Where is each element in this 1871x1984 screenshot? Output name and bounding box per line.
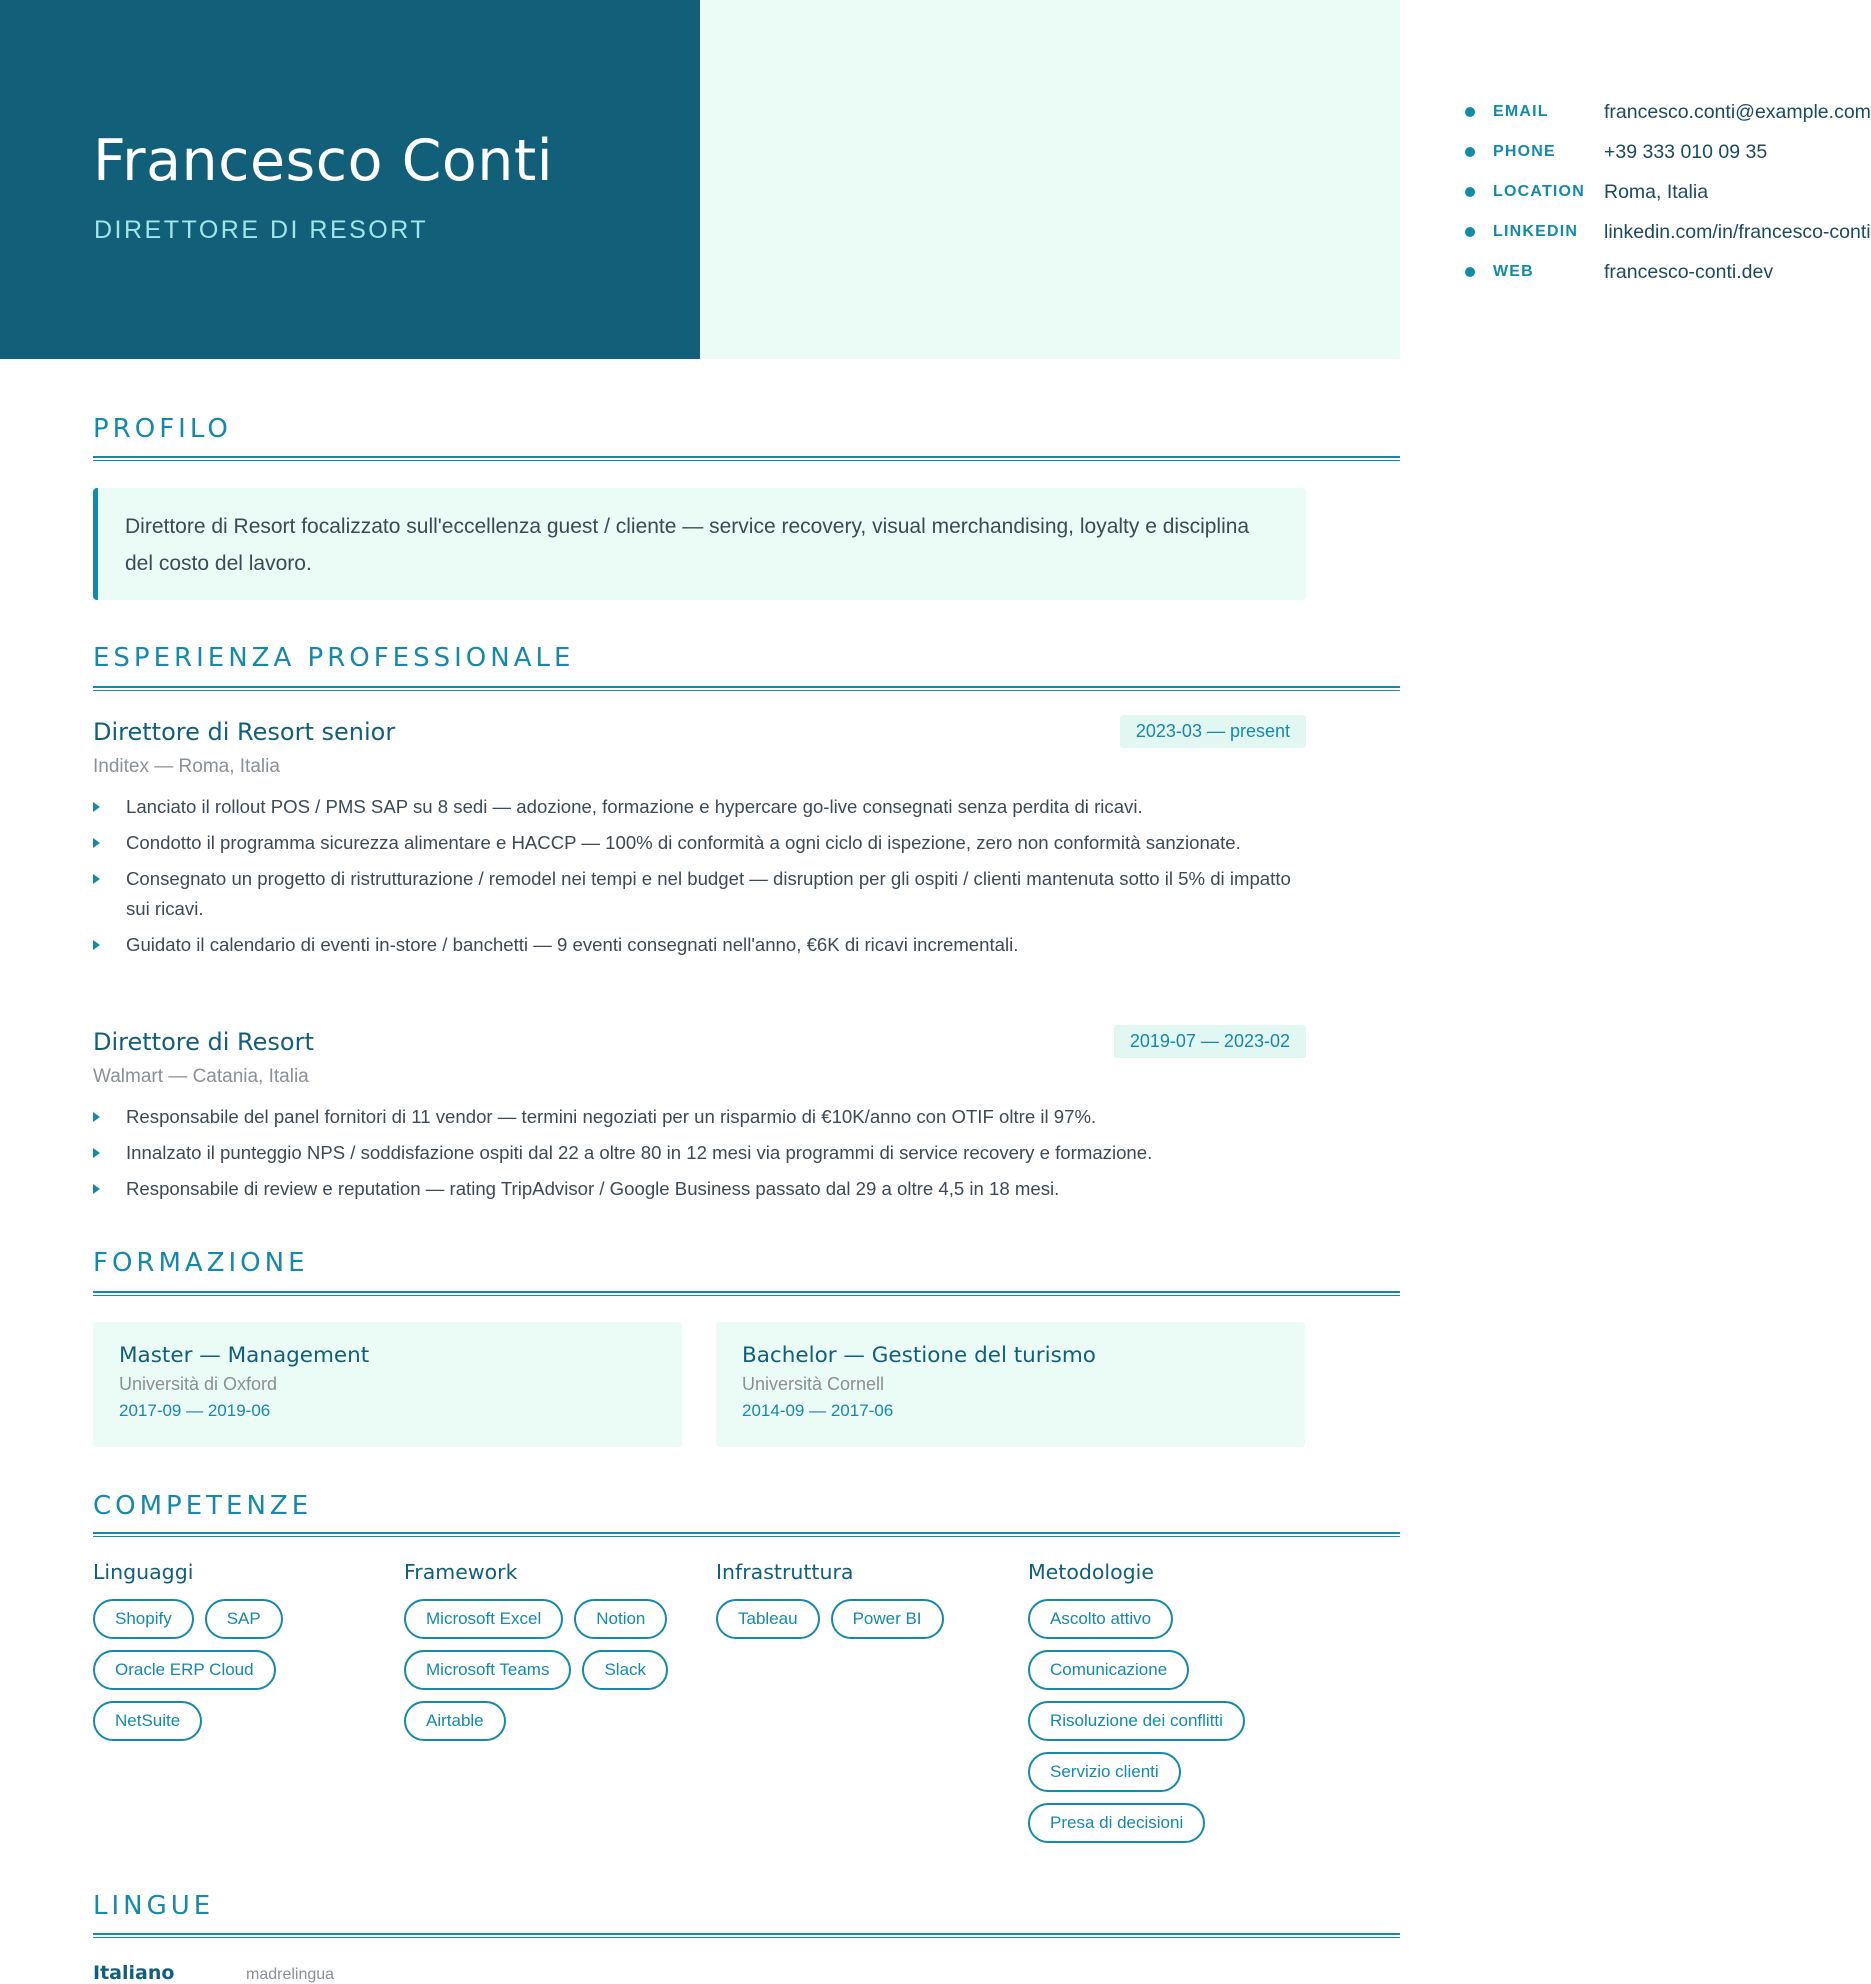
header-contact-panel (700, 0, 1871, 359)
job-title: Direttore di Resort senior (93, 718, 396, 746)
edu-school: Università Cornell (742, 1374, 885, 1394)
list-item (93, 792, 1306, 822)
edu-dates: 2014-09 — 2017-06 (742, 1401, 894, 1420)
edu-school: Università di Oxford (119, 1374, 278, 1394)
job-company: Walmart — Catania, Italia (93, 1066, 309, 1087)
job-dates-badge: 2019-07 — 2023-02 (1114, 1025, 1306, 1058)
list-item (93, 864, 1306, 924)
skill-tag: Slack (582, 1650, 668, 1690)
bullet-text: Innalzato il punteggio NPS / soddisfazione ospiti dal 22 a oltre 80 in 12 mesi via programmi di service recovery e formazione. (126, 1142, 1153, 1163)
list-item (93, 1102, 1306, 1132)
section-title-skills: COMPETENZE (93, 1491, 313, 1521)
profile-text: Direttore di Resort focalizzato sull'eccellenza guest / cliente — service recovery, visual merchandising, loyalty e disciplina del costo del lavoro. (125, 515, 1250, 575)
bullet-text: Lanciato il rollout POS / PMS SAP su 8 sedi — adozione, formazione e hypercare go-live consegnati senza perdita di ricavi. (126, 796, 1143, 817)
skill-group-heading: Infrastruttura (716, 1560, 854, 1584)
section-divider (93, 1933, 1400, 1938)
dot-icon (1465, 227, 1475, 237)
person-name: Francesco Conti (93, 128, 554, 194)
section-divider (93, 686, 1400, 691)
phone-link[interactable]: +39 333 010 09 35 (1604, 140, 1768, 163)
contact-phone (1465, 132, 1871, 172)
language-row (93, 1962, 334, 1984)
contact-label: WEB (1493, 263, 1534, 280)
contact-label: EMAIL (1493, 103, 1549, 120)
skill-tag: Presa di decisioni (1028, 1803, 1205, 1843)
list-item (93, 828, 1306, 858)
triangle-right-icon (93, 1184, 100, 1194)
education-card (93, 1322, 682, 1447)
skill-group-methodologies (1028, 1560, 1328, 1843)
skill-tag: Oracle ERP Cloud (93, 1650, 276, 1690)
job-achievements (93, 1102, 1306, 1204)
profile-summary (93, 488, 1306, 600)
triangle-right-icon (93, 940, 100, 950)
contact-web (1465, 252, 1871, 292)
bullet-text: Consegnato un progetto di ristrutturazione / remodel nei tempi e nel budget — disruption per gli ospiti / clienti mantenuta sotto il 5% di impatto sui ricavi. (126, 868, 1291, 919)
section-title-experience: ESPERIENZA PROFESSIONALE (93, 643, 575, 673)
person-role: DIRETTORE DI RESORT (94, 216, 429, 244)
contact-list (1465, 92, 1871, 292)
section-divider (93, 456, 1400, 461)
skill-group-languages (93, 1560, 393, 1741)
skill-group-heading: Linguaggi (93, 1560, 194, 1584)
edu-dates: 2017-09 — 2019-06 (119, 1401, 271, 1420)
education-card (716, 1322, 1305, 1447)
header-name-panel (0, 0, 700, 359)
skill-group-frameworks (404, 1560, 704, 1741)
job-company: Inditex — Roma, Italia (93, 756, 280, 777)
contact-label: PHONE (1493, 143, 1556, 160)
job-dates-badge: 2023-03 — present (1120, 715, 1306, 748)
email-link[interactable]: francesco.conti@example.com (1604, 100, 1871, 123)
skill-tag: Microsoft Excel (404, 1599, 563, 1639)
dot-icon (1465, 267, 1475, 277)
dot-icon (1465, 187, 1475, 197)
triangle-right-icon (93, 802, 100, 812)
bullet-text: Condotto il programma sicurezza alimentare e HACCP — 100% di conformità a ogni ciclo di ispezione, zero non conformità sanzionate. (126, 832, 1241, 853)
skill-tag: Microsoft Teams (404, 1650, 571, 1690)
skill-tag: SAP (205, 1599, 283, 1639)
list-item (93, 1138, 1306, 1168)
section-divider (93, 1291, 1400, 1296)
edu-degree: Master — Management (119, 1343, 370, 1368)
contact-label: LOCATION (1493, 183, 1585, 200)
triangle-right-icon (93, 1112, 100, 1122)
skill-tag: Comunicazione (1028, 1650, 1189, 1690)
list-item (93, 930, 1306, 960)
section-divider (93, 1532, 1400, 1537)
skill-group-heading: Framework (404, 1560, 518, 1584)
skill-tag: Notion (574, 1599, 667, 1639)
section-title-education: FORMAZIONE (93, 1248, 309, 1278)
skill-group-infrastructure (716, 1560, 1016, 1639)
contact-location (1465, 172, 1871, 212)
linkedin-link[interactable]: linkedin.com/in/francesco-conti (1604, 220, 1871, 243)
triangle-right-icon (93, 1148, 100, 1158)
contact-email (1465, 92, 1871, 132)
job-achievements (93, 792, 1306, 960)
job-title: Direttore di Resort (93, 1028, 314, 1056)
list-item (93, 1174, 1306, 1204)
skill-tag: Power BI (831, 1599, 944, 1639)
dot-icon (1465, 107, 1475, 117)
bullet-text: Guidato il calendario di eventi in-store / banchetti — 9 eventi consegnati nell'anno, €6K di ricavi incrementali. (126, 934, 1019, 955)
triangle-right-icon (93, 838, 100, 848)
skill-tag: Airtable (404, 1701, 506, 1741)
contact-label: LINKEDIN (1493, 223, 1579, 240)
skill-tag: Risoluzione dei conflitti (1028, 1701, 1245, 1741)
edu-degree: Bachelor — Gestione del turismo (742, 1343, 1096, 1368)
skill-tags (1028, 1599, 1328, 1843)
skill-tag: Ascolto attivo (1028, 1599, 1173, 1639)
resume-header (0, 0, 1871, 359)
skill-tags (716, 1599, 1016, 1639)
bullet-text: Responsabile di review e reputation — rating TripAdvisor / Google Business passato dal 29 a oltre 4,5 in 18 mesi. (126, 1178, 1060, 1199)
triangle-right-icon (93, 874, 100, 884)
skill-tag: Servizio clienti (1028, 1752, 1181, 1792)
skill-tag: Tableau (716, 1599, 820, 1639)
location-value: Roma, Italia (1604, 180, 1709, 203)
skill-tags (93, 1599, 393, 1741)
website-link[interactable]: francesco-conti.dev (1604, 260, 1774, 283)
section-title-profile: PROFILO (93, 414, 232, 444)
bullet-text: Responsabile del panel fornitori di 11 vendor — termini negoziati per un risparmio di €10K/anno con OTIF oltre il 97%. (126, 1106, 1097, 1127)
contact-linkedin (1465, 212, 1871, 252)
skill-group-heading: Metodologie (1028, 1560, 1154, 1584)
skill-tags (404, 1599, 704, 1741)
skill-tag: Shopify (93, 1599, 194, 1639)
language-name: Italiano (93, 1962, 175, 1984)
section-title-languages: LINGUE (93, 1891, 215, 1921)
language-level: madrelingua (246, 1966, 335, 1983)
job-entry (93, 718, 1306, 966)
dot-icon (1465, 147, 1475, 157)
skill-tag: NetSuite (93, 1701, 202, 1741)
job-entry (93, 1028, 1306, 1210)
